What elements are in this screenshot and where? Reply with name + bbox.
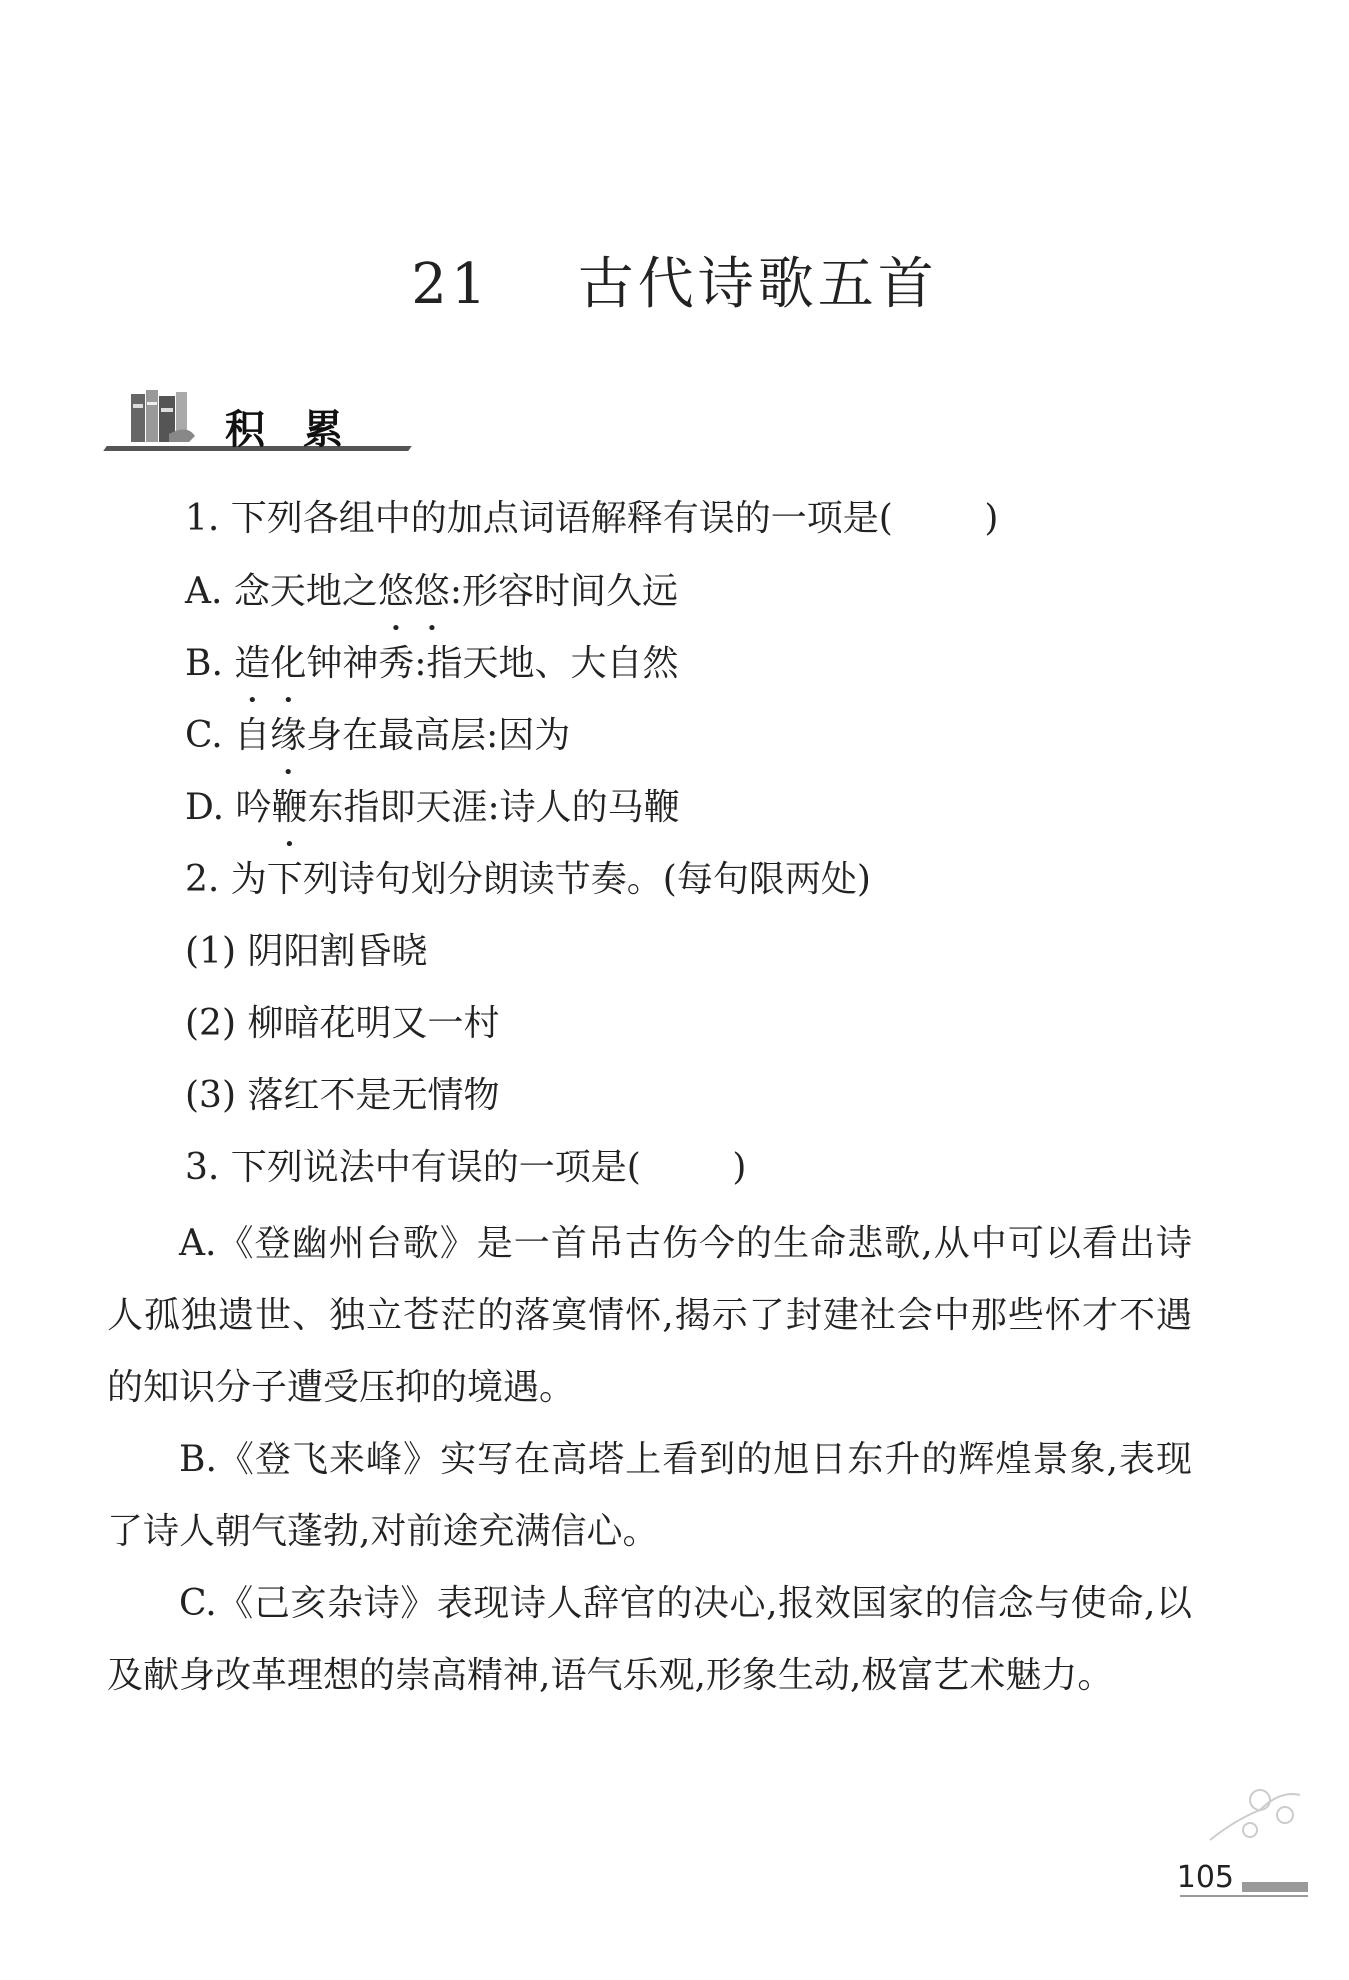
book-stack-icon	[129, 384, 199, 446]
page-number: 105	[1176, 1860, 1234, 1895]
q1-option-c-dotted: 缘	[270, 715, 307, 756]
dotted-char: 化	[270, 643, 307, 684]
q1-option-d	[185, 786, 680, 830]
q1-option-a-post: :形容时间久远	[449, 571, 679, 612]
q1-option-c	[185, 714, 570, 758]
q1-option-a	[185, 570, 678, 614]
section-label: 积累	[225, 407, 381, 453]
q2-stem: 2. 为下列诗句划分朗读节奏。(每句限两处)	[185, 859, 871, 900]
q1-option-b-dotted	[234, 643, 306, 684]
dotted-char	[378, 571, 450, 612]
q1-option-b	[185, 642, 679, 686]
dotted-char: 造	[234, 643, 271, 684]
q3-option-b: B.《登飞来峰》实写在高塔上看到的旭日东升的辉煌景象,表现了诗人朝气蓬勃,对前途充满信心。	[107, 1439, 1192, 1552]
q1-option-b-post: 钟神秀:指天地、大自然	[306, 643, 679, 684]
q1-option-d-dotted: 鞭	[271, 787, 308, 828]
q1-option-d-pre: D. 吟	[185, 787, 272, 828]
q1-option-c-post: 身在最高层:因为	[306, 715, 571, 756]
q1-option-c-pre: C. 自	[185, 715, 271, 756]
q2-item-2: (2) 柳暗花明又一村	[185, 1003, 500, 1044]
page-number-bar	[1242, 1882, 1308, 1892]
lesson-title: 21 古代诗歌五首	[411, 252, 938, 317]
q3-option-c: C.《己亥杂诗》表现诗人辞官的决心,报效国家的信念与使命,以及献身改革理想的崇高精神,语气乐观,形象生动,极富艺术魅力。	[107, 1583, 1192, 1696]
page-number-rule	[1180, 1895, 1308, 1897]
q2-item-1: (1) 阴阳割昏晓	[185, 931, 428, 972]
q3-stem: 3. 下列说法中有误的一项是( )	[185, 1147, 747, 1188]
dotted-char: 悠	[377, 571, 414, 612]
q3-option-a: A.《登幽州台歌》是一首吊古伤今的生命悲歌,从中可以看出诗人孤独遗世、独立苍茫的落寞情怀,揭示了封建社会中那些怀才不遇的知识分子遭受压抑的境遇。	[107, 1223, 1192, 1408]
q2-item-3: (3) 落红不是无情物	[185, 1075, 500, 1116]
q1-stem: 1. 下列各组中的加点词语解释有误的一项是( )	[185, 498, 999, 539]
flower-decoration-icon	[1190, 1770, 1310, 1850]
q1-option-a-dotted	[378, 571, 450, 612]
dotted-char: 悠	[413, 571, 450, 612]
q1-option-a-pre: A. 念天地之	[185, 571, 378, 612]
q1-option-d-post: 东指即天涯:诗人的马鞭	[307, 787, 680, 828]
q1-option-b-pre: B.	[185, 643, 235, 684]
section-header	[105, 380, 415, 455]
